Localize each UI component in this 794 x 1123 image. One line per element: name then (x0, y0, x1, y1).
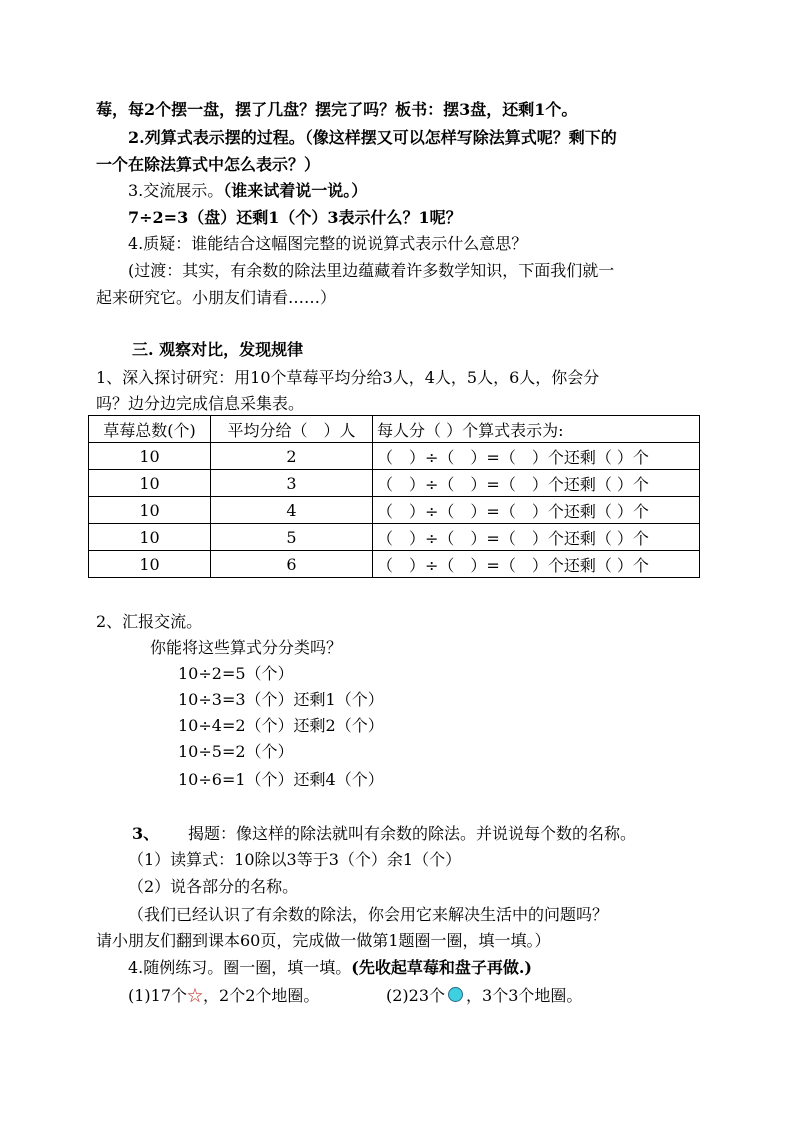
reading-step-2: （2）说各部分的名称。 (128, 877, 299, 896)
step-3-label: 3.交流展示。 (128, 181, 224, 200)
question-3-number: 3、 (132, 824, 160, 843)
question-3-text: 揭题：像这样的除法就叫有余数的除法。并说说每个数的名称。 (188, 824, 637, 843)
exercise-2-instruction: ，3个3个地圈。 (466, 986, 583, 1005)
table-cell: 10 (89, 443, 211, 470)
table-cell: 10 (89, 470, 211, 497)
table-cell: （ ）÷（ ）=（ ）个还剩（ ）个 (373, 551, 700, 578)
table-cell: 2 (211, 443, 373, 470)
exercise-1-text: (1)17个 (128, 986, 188, 1005)
section-3-heading: 三. 观察对比，发现规律 (132, 340, 304, 359)
table-row (89, 551, 700, 578)
line-6: 4.质疑：谁能结合这幅图完整的说说算式表示什么意思？ (128, 234, 528, 253)
table-cell: 3 (211, 470, 373, 497)
question-2-prompt: 你能将这些算式分分类吗？ (150, 638, 343, 657)
table-cell: 5 (211, 524, 373, 551)
equation: 10÷3=3（个）还剩1（个） (178, 690, 384, 709)
paragraph-line-1: （我们已经认识了有余数的除法，你会用它来解决生活中的问题吗？ (128, 905, 609, 924)
table-header: 每人分（ ）个算式表示为: (373, 416, 700, 443)
line-4 (128, 181, 367, 201)
exercise-2-item (386, 986, 582, 1006)
equation: 10÷2=5（个） (178, 664, 294, 683)
table-header: 平均分给（ ）人 (211, 416, 373, 443)
reading-step-1: （1）读算式：10除以3等于3（个）余1（个） (128, 850, 462, 869)
circle-icon (448, 987, 463, 1002)
table-cell: 4 (211, 497, 373, 524)
paragraph-line-2: 请小朋友们翻到课本60页，完成做一做第1题圈一圈，填一填。） (96, 931, 551, 950)
table-cell: （ ）÷（ ）=（ ）个还剩（ ）个 (373, 524, 700, 551)
table-row (89, 443, 700, 470)
table-header-row (89, 416, 700, 443)
line-7: (过渡：其实，有余数的除法里边蕴藏着许多数学知识，下面我们就一 (128, 261, 615, 280)
table-cell: （ ）÷（ ）=（ ）个还剩（ ）个 (373, 470, 700, 497)
table-cell: 10 (89, 497, 211, 524)
table-row (89, 470, 700, 497)
exercise-2-text: (2)23个 (386, 986, 446, 1005)
table-row (89, 497, 700, 524)
question-2: 2、汇报交流。 (96, 612, 203, 631)
info-collection-table (88, 415, 700, 578)
table-cell: 6 (211, 551, 373, 578)
exercise-4-label: 4.随例练习。圈一圈，填一填。 (128, 958, 352, 977)
table-header: 草莓总数(个) (89, 416, 211, 443)
table-cell: 10 (89, 551, 211, 578)
table-cell: （ ）÷（ ）=（ ）个还剩（ ）个 (373, 443, 700, 470)
line-5: 7÷2=3（盘）还剩1（个）3表示什么？1呢？ (128, 208, 462, 227)
question-1-line-b: 吗？边分边完成信息采集表。 (96, 394, 305, 413)
table-row (89, 524, 700, 551)
question-1-line-a: 1、深入探讨研究：用10个草莓平均分给3人，4人，5人，6人，你会分 (96, 368, 600, 387)
equation: 10÷6=1（个）还剩4（个） (178, 770, 384, 789)
exercise-4-items (128, 986, 319, 1006)
exercise-1-instruction: ，2个2个地圈。 (203, 986, 320, 1005)
line-1: 莓，每2个摆一盘，摆了几盘？摆完了吗？板书：摆3盘，还剩1个。 (96, 100, 578, 119)
line-3: 一个在除法算式中怎么表示？） (96, 155, 321, 174)
line-8: 起来研究它。小朋友们请看……） (96, 288, 337, 307)
step-3-prompt: （谁来试着说一说。） (223, 181, 368, 200)
line-2: 2.列算式表示摆的过程。（像这样摆又可以怎样写除法算式呢？剩下的 (128, 128, 617, 147)
star-icon: ☆ (187, 986, 204, 1005)
equation: 10÷5=2（个） (178, 742, 294, 761)
exercise-4 (128, 958, 532, 978)
table-cell: （ ）÷（ ）=（ ）个还剩（ ）个 (373, 497, 700, 524)
exercise-4-note: (先收起草莓和盘子再做.) (351, 958, 532, 977)
table-cell: 10 (89, 524, 211, 551)
equation: 10÷4=2（个）还剩2（个） (178, 716, 384, 735)
